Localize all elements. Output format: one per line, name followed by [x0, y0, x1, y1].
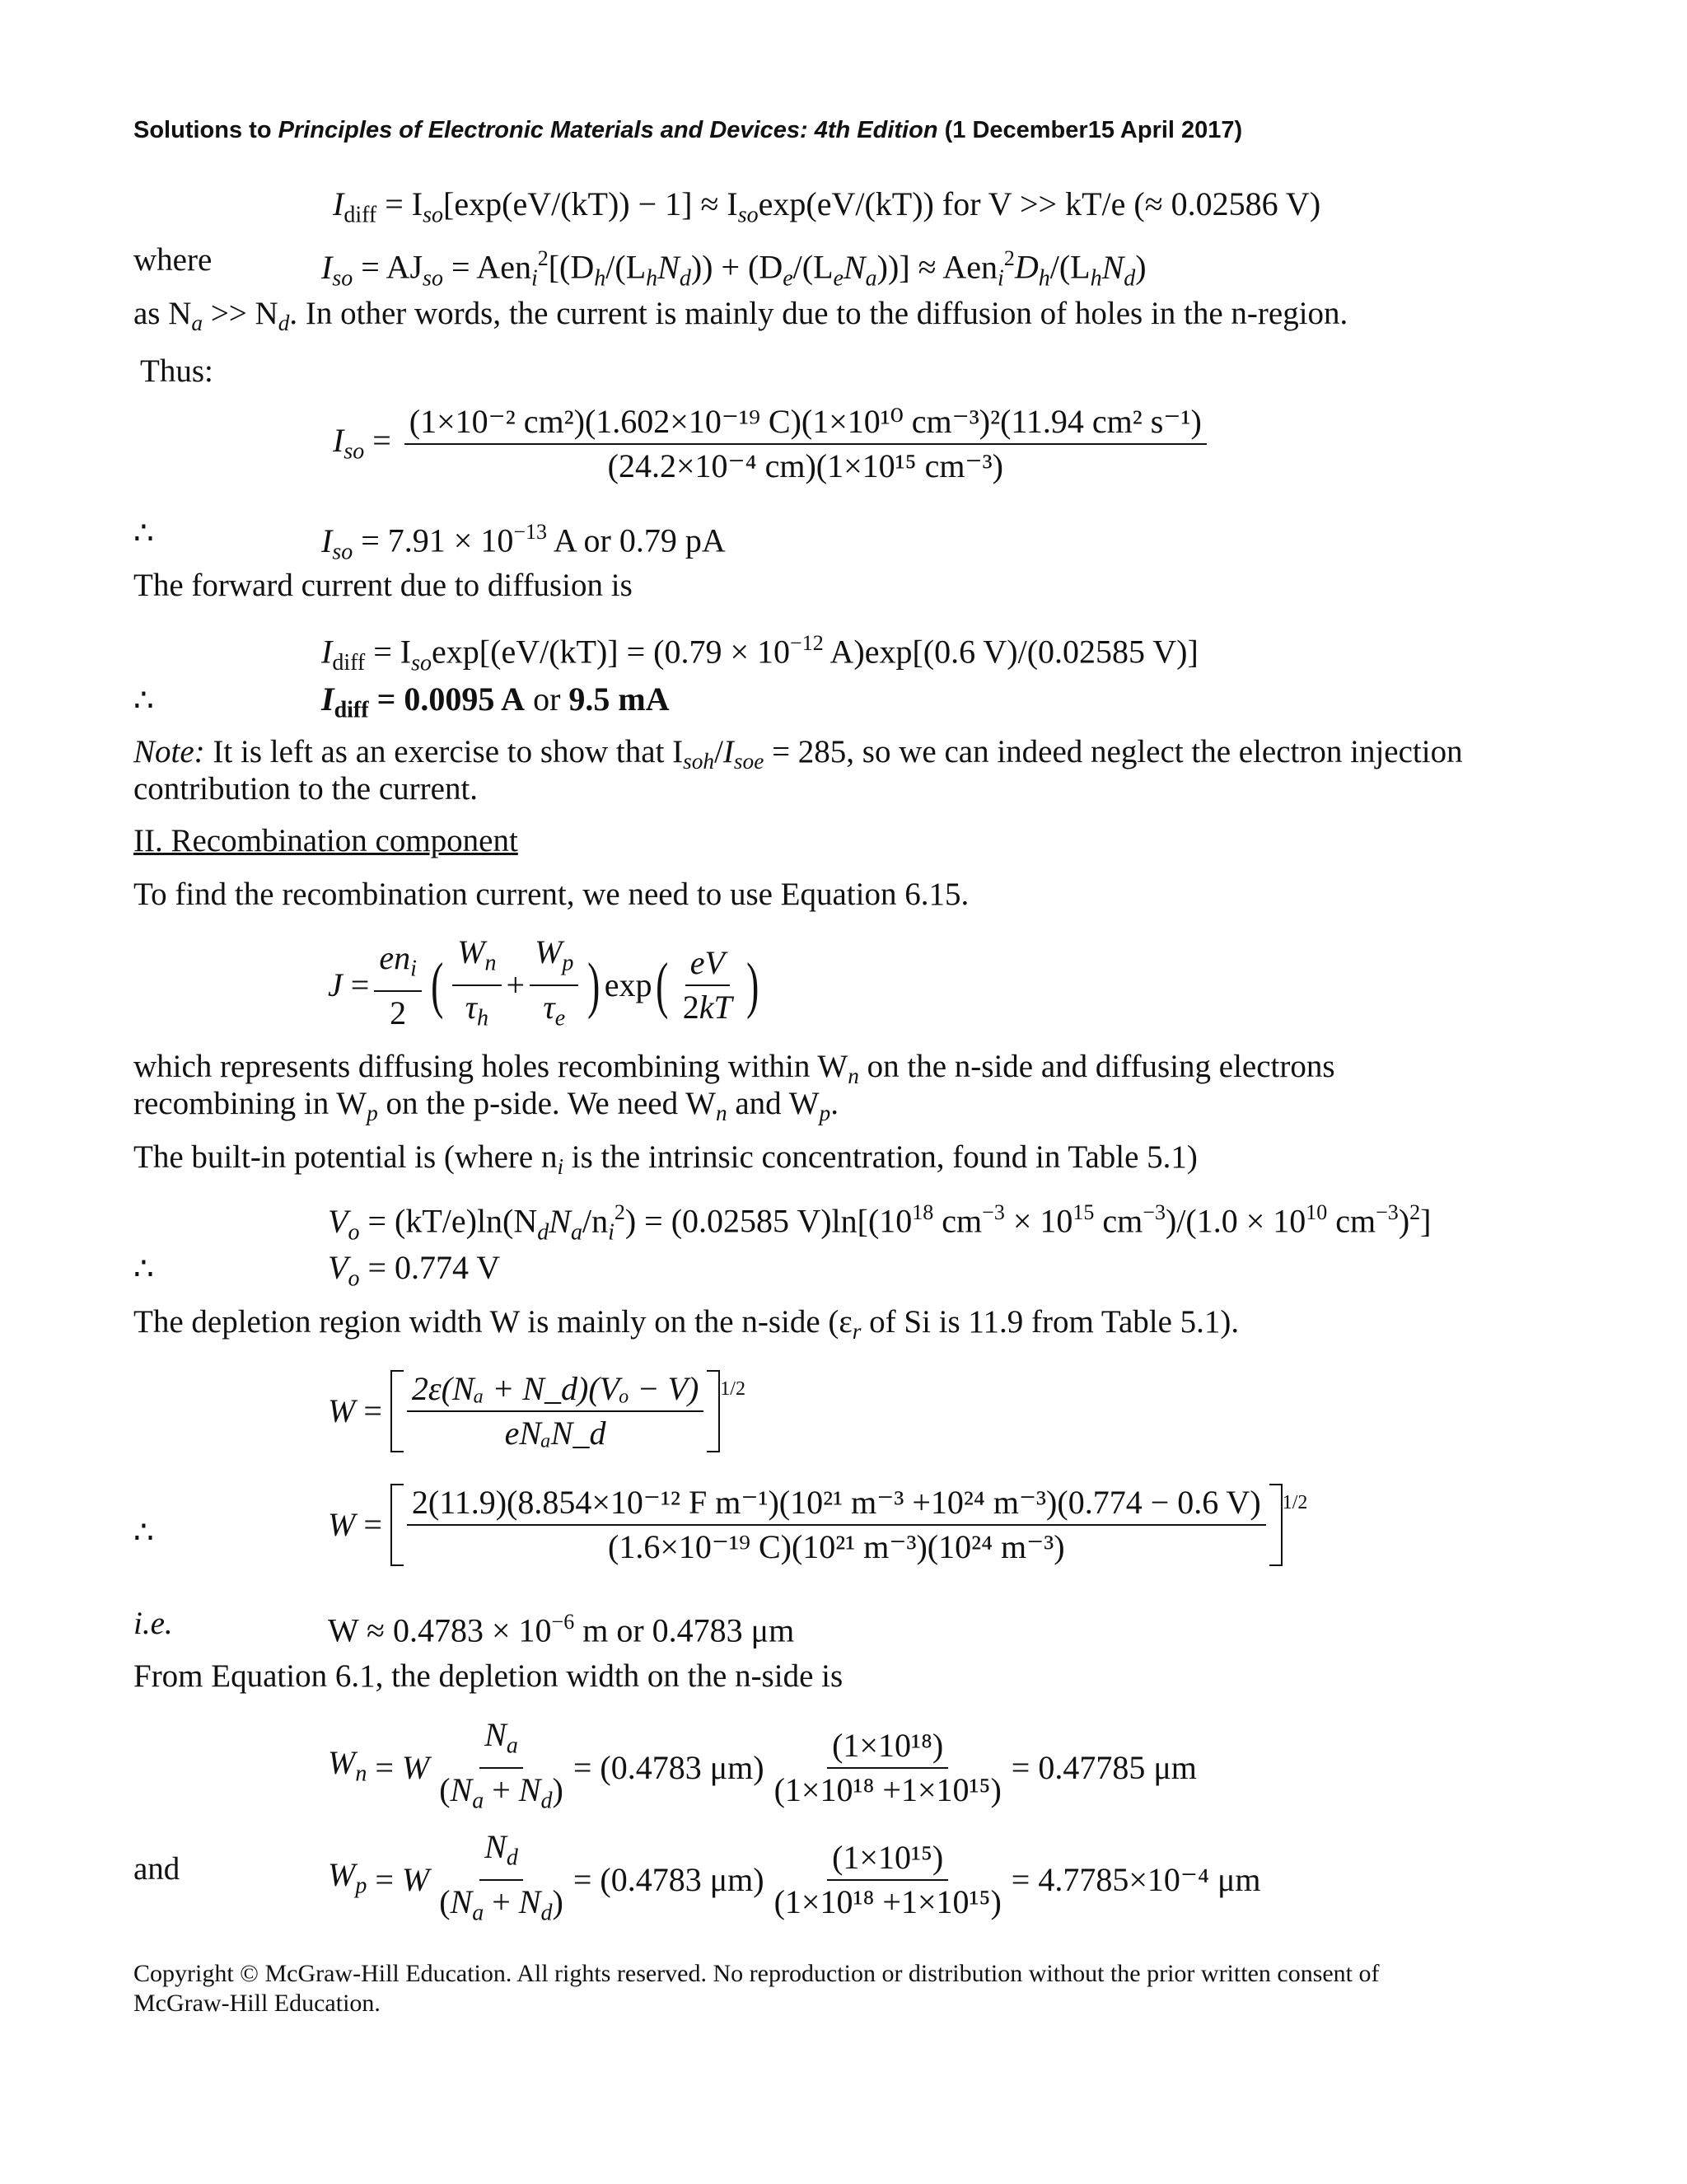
from-equation-text: From Equation 6.1, the depletion width on the n-side is	[133, 1658, 844, 1694]
thus-label: Thus:	[140, 353, 213, 389]
therefore-symbol: ∴	[133, 1515, 154, 1550]
header-prefix: Solutions to	[133, 117, 278, 143]
equation-w-numeric: W = 2(11.9)(8.854×10⁻¹² F m⁻¹)(10²¹ m⁻³ +10²⁴ m⁻³)(0.774 − 0.6 V) (1.6×10⁻¹⁹ C)(10²¹ m⁻³)(10²⁴ m⁻³) $^{1/2}$	[328, 1484, 1308, 1565]
equation-iso-definition: $I_{so} = AJ_{so} = Aen_i^2[(D_h/(L_hN_d)) + (D_e/(L_eN_a))] \approx Aen_i^2D_h/(L_hN_d)$	[321, 246, 1147, 291]
equation-wn: $W_n$ = W $\frac{N_a}{(N_a + N_d)}$ = (0.4783 μm) $\frac{\text{(1×10¹⁸)}}{\text{(1×10¹⁸ +1×10¹⁵)}}$ = 0.47785 μm	[328, 1716, 1197, 1814]
iso-result: $I_{so} = 7.91 \times 10^{-13}$ A or 0.79 pA	[321, 520, 726, 564]
ie-label: i.e.	[133, 1606, 173, 1641]
builtin-potential-text: The built-in potential is (where $n_i$ is the intrinsic concentration, found in Table 5.1)	[133, 1139, 1198, 1180]
equation-iso-fraction: $I_{so}$ = $\frac{\text{(1×10⁻² cm²)(1.602×10⁻¹⁹ C)(1×10¹⁰ cm⁻³)²(11.94 cm² s⁻¹)}}{\text{(24.2×10⁻⁴ cm)(1×10¹⁵ cm⁻³)}}$	[333, 402, 1212, 486]
therefore-symbol: ∴	[133, 683, 154, 718]
which-represents-line1: which represents diffusing holes recombining within $W_n$ on the n-side and diffusing electrons	[133, 1049, 1335, 1089]
header-date: (1 December15 April 2017)	[937, 117, 1243, 143]
copyright-footer	[133, 1959, 1583, 2018]
iso-fraction-denominator: (24.2×10⁻⁴ cm)(1×10¹⁵ cm⁻³)	[607, 447, 1003, 484]
and-label: and	[133, 1851, 180, 1887]
therefore-symbol: ∴	[133, 516, 154, 551]
note-paragraph-continued: contribution to the current.	[133, 771, 479, 807]
equation-idiff: $I_{diff} = I_{so}[\exp(eV/(kT)) - 1] \approx I_{so}\exp(eV/(kT))$ for V >> kT/e (≈ 0.02586 V)	[333, 185, 1321, 228]
therefore-symbol: ∴	[133, 1251, 154, 1287]
iso-fraction	[404, 402, 1207, 486]
equation-j: J = $\frac{en_i}{2}$ ( $\frac{W_n}{\tau_h}$ + $\frac{W_p}{\tau_e}$ ) exp ( $\frac{eV}{2kT}$ )	[328, 933, 759, 1032]
equation-w-symbolic: W = $\frac{\text{2ε(Nₐ + N\_d)(Vₒ − V)}}{\text{eNₐN\_d}}$ $^{1/2}$	[328, 1370, 745, 1452]
idiff-result: $I_{diff} = 0.0095$ A or 9.5 mA	[321, 680, 670, 723]
vo-result: $V_o = 0.774$ V	[328, 1249, 501, 1292]
paragraph-as-na: as $N_a >> N_d$. In other words, the current is mainly due to the diffusion of holes in the n-region.	[133, 296, 1348, 336]
w-result: $W \approx 0.4783 \times 10^{-6}$ m or 0.4783 μm	[328, 1610, 795, 1649]
where-label: where	[133, 242, 213, 278]
recombination-intro: To find the recombination current, we need to use Equation 6.15.	[133, 877, 970, 912]
equation-vo: $V_o = (kT/e)\ln(N_dN_a/n_i^2) = (0.02585$ $V)\ln[(10^{18}$ $cm^{-3} \times 10^{15}$ $cm^{-3})/(1.0 \times 10^{10}$ $cm^{-3})^2$]	[328, 1200, 1432, 1245]
page-header	[133, 117, 1242, 144]
equation-idiff-calc: $I_{diff} = I_{so}\exp[(eV/(kT)] = (0.79 \times 10^{-12}$ A)exp[(0.6 V)/(0.02585 V)]	[321, 631, 1199, 676]
iso-fraction-numerator: (1×10⁻² cm²)(1.602×10⁻¹⁹ C)(1×10¹⁰ cm⁻³)²(11.94 cm² s⁻¹)	[404, 402, 1207, 445]
copyright-line-2: McGraw-Hill Education.	[133, 1990, 381, 2017]
copyright-line-1: Copyright © McGraw-Hill Education. All rights reserved. No reproduction or distribution without the prior written consent of	[133, 1960, 1380, 1987]
book-title: Principles of Electronic Materials and Devices: 4th Edition	[278, 117, 938, 143]
depletion-text: The depletion region width W is mainly on the n-side ($\varepsilon_r$ of Si is 11.9 from Table 5.1).	[133, 1304, 1240, 1345]
equation-wp: $W_p$ = W $\frac{N_d}{(N_a + N_d)}$ = (0.4783 μm) $\frac{\text{(1×10¹⁵)}}{\text{(1×10¹⁸ +1×10¹⁵)}}$ = 4.7785×10⁻⁴ μm	[328, 1828, 1261, 1926]
forward-current-text: The forward current due to diffusion is	[133, 568, 633, 603]
section-heading-recombination: II. Recombination component	[133, 823, 518, 858]
note-paragraph: Note: It is left as an exercise to show that $I_{soh}/I_{soe} = 285$, so we can indeed neglect the electron injection	[133, 734, 1463, 774]
which-represents-line2: recombining in $W_p$ on the p-side. We need $W_n$ and $W_p$.	[133, 1086, 839, 1126]
